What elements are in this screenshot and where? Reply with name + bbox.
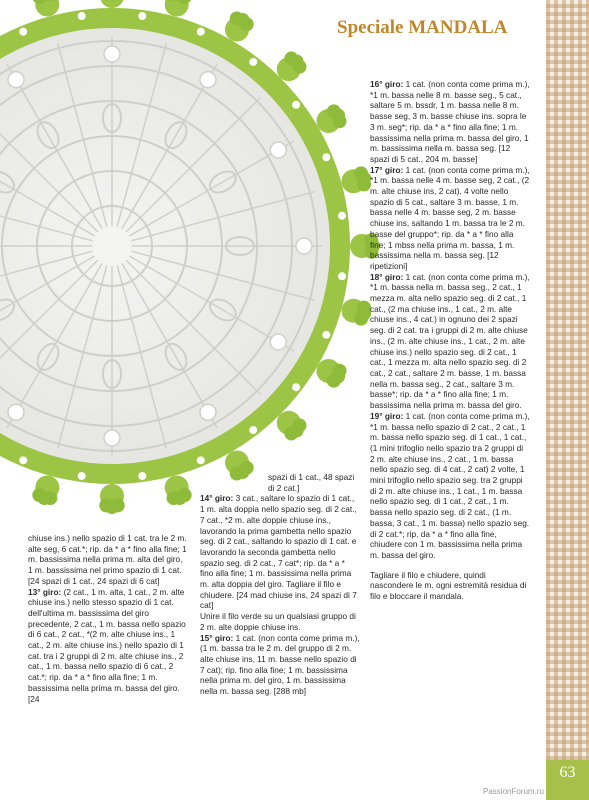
round-text: 1 cat. (non conta come prima m.), *1 m. bassa nelle 8 m. basse seg., 5 cat., saltare 5 m. bssdr, 1 m. bassa nelle 8 m. basse seg, 3 m. basse chiuse ins. sopra le 3 m. seg*; rip. da * a * fino alla fine; 1 m. bassissima nella prima m. bassa del giro, 1 m. bassissima nella m. bassa seg. [12 spazi di 5 cat., 204 m. basse] [370, 79, 530, 164]
picot [341, 166, 371, 193]
paragraph [370, 411, 530, 561]
paragraph: Unire il filo verde su un qualsiasi gruppo di 2 m. alte doppie chiuse ins. [200, 611, 356, 632]
round-text: 1 cat. (non conta come prima m.), *1 m. bassa nello spazio di 2 cat., 2 cat., 1 m. bassa nello spazio seg. di 1 cat., 1 cat., (1 mini trifoglio nello spazio tra 2 gruppi di 2 m. alte chiuse ins., 2 cat., 1 m. bassa nello spazio seg. di 4 cat., 2 cat) 2 volte, 1 mini trifoglio nello spazio seg. tra 2 gruppi di 2 m. alte chiuse ins., 1 cat., 1 m. bassa nello spazio seg. di 1 cat., 2 cat., 1 m. bassa nello spazio seg. di 2 cat., (1 m. bassa, 3 cat., 1 m. bassa) nello spazio seg. di 2 cat.*; rip. da * a * fino alla fine, chiudere con 1 m. bassissima nella prima m. bassa del giro. [370, 410, 530, 560]
watermark: PassionForum.ru [483, 787, 544, 796]
paragraph: chiuse ins.) nello spazio di 1 cat. tra le 2 m. alte seg, 6 cat.*; rip. da * a * fino alla fine; 1 m. bassissima nella prima m. alta del giro, 1 m. bassissima nel primo spazio di 1 cat. [24 spazi di 1 cat., 24 spazi di 6 cat] [28, 533, 187, 586]
round-label: 18° giro: [370, 271, 404, 282]
picot [317, 104, 347, 133]
picot [99, 0, 124, 8]
page-number: 63 [546, 760, 589, 800]
paragraph [28, 587, 188, 705]
round-label: 14° giro: [200, 493, 234, 504]
text-column-2 [200, 472, 360, 697]
round-text: 1 cat. (non conta come prima m.), *1 m. bassa nelle 4 m. basse seg, 2 cat., (2 m. alte chiuse ins, 2 cat), 4 volte nello spazio di 5 cat., saltare 3 m. basse, 1 m. bassa nelle 4 m. basse seg, 2 m. basse chiuse ins, saltando 1 m. bassa tra le 2 m. basse del gruppo*; rip. da * a * fino alla fine; 1 mbss nella prima m. bassa, 1 m. bassissima nella m. bassa seg. [12 ripetizioni] [370, 164, 530, 271]
page-title: Speciale MANDALA [337, 17, 508, 38]
paragraph [200, 493, 360, 611]
picot [165, 475, 192, 505]
round-text: 1 cat. (non conta come prima m.), *1 m. bassa nella m. bassa seg., 2 cat., 1 mezza m. alta nello spazio seg. di 2 cat., 1 cat., (2 ma chiuse ins., 1 cat., 2 m. alte chiuse ins., 4 cat.) in ognuno dei 2 spazi seg. di 2 cat. tra i gruppi di 2 m. alte chiuse ins., (2 m. alte chiuse ins., 1 cat., 2 m. alte chiuse ins.) nello spazio seg. di 2 cat., 1 cat., 1 mezza m. alta nello spazio seg. di 2 cat., 2 cat., saltare 2 m. basse, 1 m. bassa nella m. bassa seg., 2 cat., saltare 3 m. basse*; rip. da * a * fino alla fine; 1 m. bassissima nella prima m. bassa del giro. [370, 271, 530, 411]
round-label: 19° giro: [370, 410, 404, 421]
picot [341, 299, 371, 326]
paragraph [370, 272, 530, 411]
paragraph: Tagliare il filo e chiudere, quindi nascondere le m. ogni estremità residua di filo e bloccare il mandala. [370, 569, 527, 602]
paragraph: spazi di 1 cat., 48 spazi di 2 cat.] [268, 472, 355, 493]
round-label: 13° giro: [28, 586, 62, 597]
paragraph [200, 633, 360, 697]
paragraph [370, 165, 530, 272]
picot [99, 484, 124, 514]
picot [32, 0, 59, 17]
round-text: (2 cat., 1 m. alta, 1 cat., 2 m. alte chiuse ins.) nello stesso spazio di 1 cat. dell'ultima m. bassissima del giro precedente, 2 cat., 1 m. bassa nello spazio di 6 cat., 2 cat., *(2 m. alte chiuse ins., 1 cat., 2 m. alte chiuse ins.) nello spazio di 1 cat. tra i 2 gruppi di 2 m. alte chiuse ins., 2 cat., 1 m. bassa nello spazio di 6 cat., 2 cat.*; rip. da * a * fino alla fine; 1 m. bassissima nella prima m. bassa del giro. [24 [28, 586, 186, 704]
text-column-3 [370, 79, 530, 602]
picot [277, 411, 307, 441]
text-column-1 [28, 533, 188, 704]
picot [225, 11, 254, 41]
gingham-side-strip [546, 0, 589, 800]
picot [165, 0, 192, 17]
picot [317, 359, 347, 388]
round-label: 16° giro: [370, 79, 404, 89]
round-text: 1 cat. (non conta come prima m.), (1 m. bassa tra le 2 m. del gruppo di 2 m. alte chiuse ins, 11 m. basse nello spazio di 7 cat); rip. fino alla fine; 1 m. bassissima nella prima m. del giro, 1 m. bassissima nella m. bassa seg. [288 mb] [200, 632, 360, 697]
paragraph [370, 79, 530, 165]
picot [32, 475, 59, 505]
picot [277, 52, 307, 82]
round-label: 17° giro: [370, 164, 404, 175]
round-text: 3 cat., saltare lo spazio di 1 cat., 1 m. alta doppia nello spazio seg. di 2 cat., 7 cat., *2 m. alte doppie chiuse ins., lavorando la prima gambetta nello spazio seg. di 2 cat., saltando lo spazio di 1 cat. e lavorando la seconda gambetta nello spazio seg. di 2 cat., 7 cat*; rip. da * a * fino alla fine; 1 m. bassissima nella prima m. alta doppia del giro. Tagliare il filo e chiudere. [24 mad chiuse ins, 24 spazi di 7 cat] [200, 493, 357, 611]
round-label: 15° giro: [200, 632, 234, 643]
